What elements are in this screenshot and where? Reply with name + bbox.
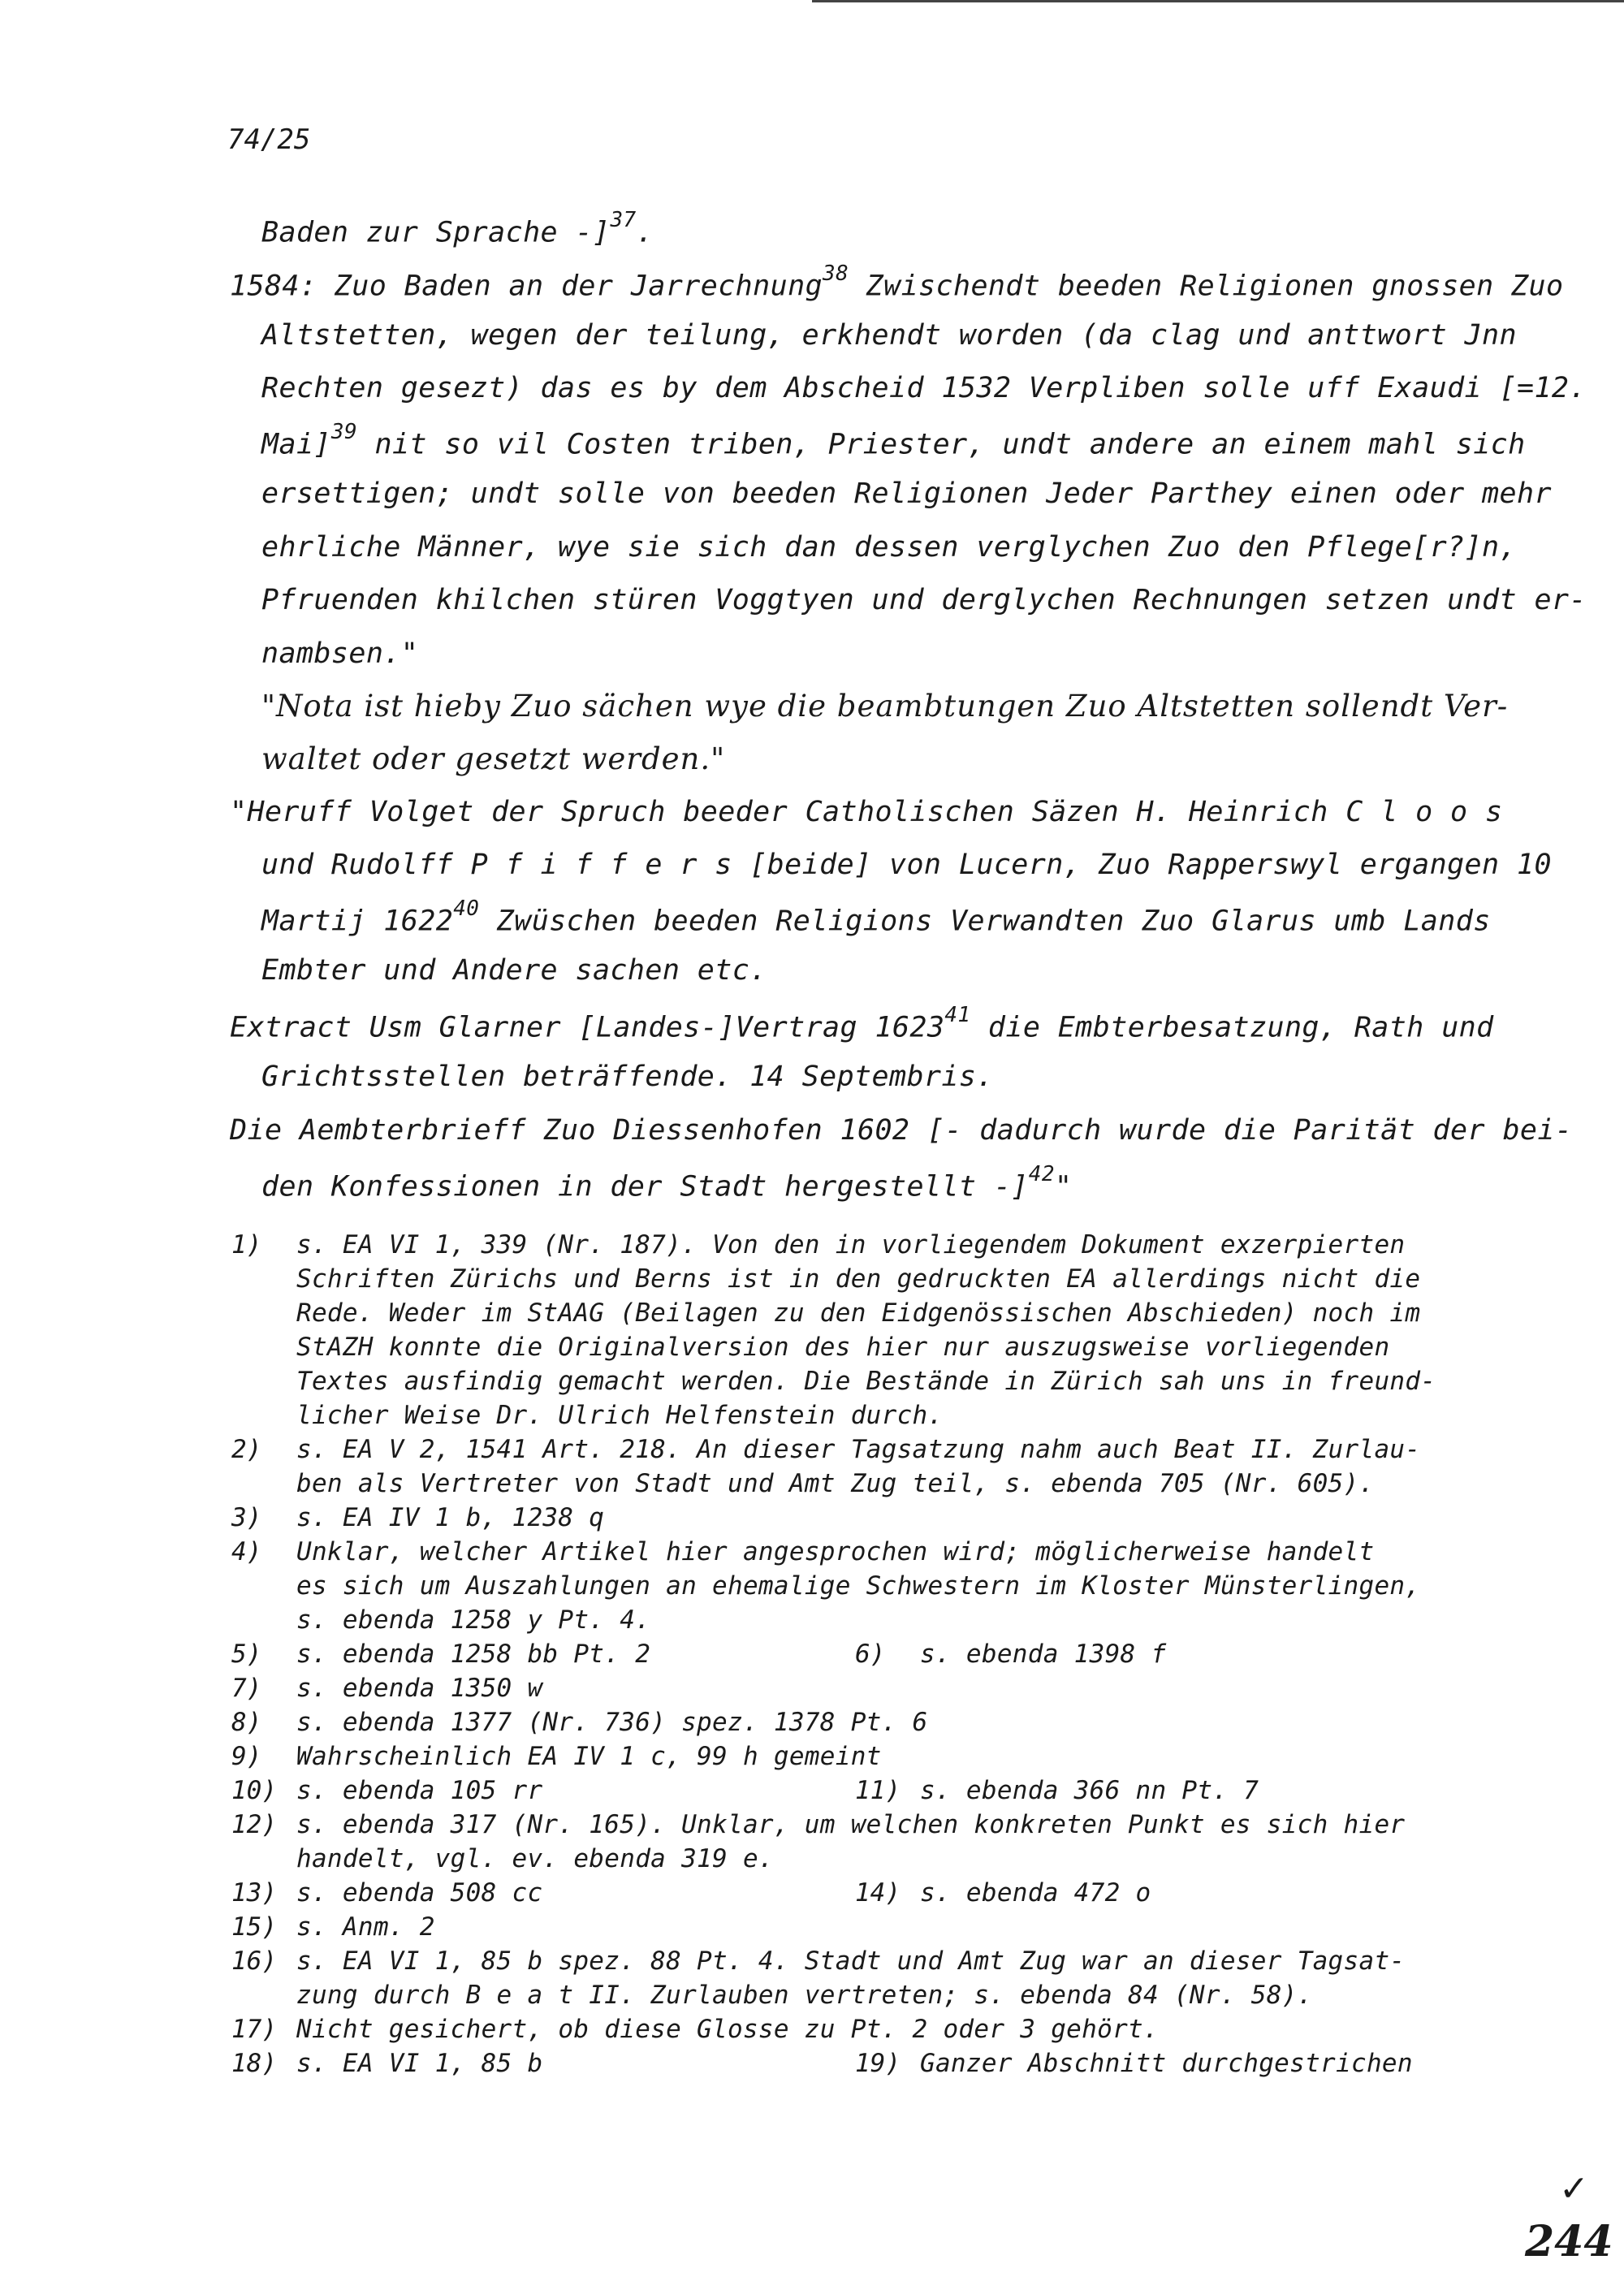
footnote-text: s. ebenda 1398 f bbox=[920, 1640, 1167, 1669]
footnote-number: 9) bbox=[231, 1742, 262, 1771]
footnote-text: s. ebenda 1258 bb Pt. 2 bbox=[296, 1640, 651, 1669]
footnote-ref: 38 bbox=[823, 261, 849, 286]
footnote-text: s. ebenda 1377 (Nr. 736) spez. 1378 Pt. 6 bbox=[296, 1708, 928, 1737]
footnote-text: Textes ausfindig gemacht werden. Die Bestände in Zürich sah uns in freund- bbox=[296, 1367, 1436, 1396]
main-line: 1584: Zuo Baden an der Jarrechnung$^{38}$ Zwischendt beeden Religionen gnossen Zuo bbox=[230, 261, 1564, 303]
footnote-text: s. ebenda 508 cc bbox=[296, 1878, 543, 1908]
page-number: 74/25 bbox=[227, 123, 311, 156]
footnote-text: s. Anm. 2 bbox=[296, 1912, 435, 1942]
main-line: "Heruff Volget der Spruch beeder Catholischen Säzen H. Heinrich C l o o s bbox=[230, 796, 1503, 828]
main-line: Mai]$^{39}$ nit so vil Costen triben, Priester, undt andere an einem mahl sich bbox=[261, 420, 1526, 461]
footnote-text: Unklar, welcher Artikel hier angesprochen wird; möglicherweise handelt bbox=[296, 1537, 1375, 1566]
footnote-text: s. EA IV 1 b, 1238 q bbox=[296, 1503, 605, 1532]
main-line: Altstetten, wegen der teilung, erkhendt worden (da clag und anttwort Jnn bbox=[261, 319, 1517, 352]
footnote-number: 8) bbox=[231, 1708, 262, 1737]
footnote-number: 13) bbox=[231, 1878, 277, 1908]
footnote-text: StAZH konnte die Originalversion des hier nur auszugsweise vorliegenden bbox=[296, 1333, 1390, 1362]
footnote-text: s. ebenda 105 rr bbox=[296, 1776, 543, 1805]
footnote-ref: 42 bbox=[1028, 1162, 1055, 1186]
footnote-number: 7) bbox=[231, 1674, 262, 1703]
handwritten-line: waltet oder gesetzt werden." bbox=[261, 741, 726, 776]
top-border-line bbox=[812, 0, 1624, 2]
check-mark-icon: ✓ bbox=[1559, 2168, 1589, 2210]
main-line: Pfruenden khilchen stüren Voggtyen und derglychen Rechnungen setzen undt er- bbox=[261, 584, 1587, 616]
footnote-number: 11) bbox=[855, 1776, 901, 1805]
footnote-text: s. EA VI 1, 85 b bbox=[296, 2049, 543, 2078]
footnote-text: s. EA V 2, 1541 Art. 218. An dieser Tagsatzung nahm auch Beat II. Zurlau- bbox=[296, 1435, 1421, 1464]
footnote-text: s. ebenda 366 nn Pt. 7 bbox=[920, 1776, 1259, 1805]
footnote-number: 3) bbox=[231, 1503, 262, 1532]
main-line: Rechten gesezt) das es by dem Abscheid 1532 Verpliben solle uff Exaudi [=12. bbox=[261, 372, 1587, 404]
main-line: Die Aembterbrieff Zuo Diessenhofen 1602 [- dadurch wurde die Parität der bei- bbox=[230, 1114, 1573, 1147]
footnote-ref: 37 bbox=[610, 208, 637, 232]
footnote-ref: 40 bbox=[453, 897, 480, 921]
footnote-number: 17) bbox=[231, 2015, 277, 2044]
footnote-number: 15) bbox=[231, 1912, 277, 1942]
footnote-text: ben als Vertreter von Stadt und Amt Zug teil, s. ebenda 705 (Nr. 605). bbox=[296, 1469, 1375, 1498]
footnote-text: Wahrscheinlich EA IV 1 c, 99 h gemeint bbox=[296, 1742, 882, 1771]
footnote-number: 10) bbox=[231, 1776, 277, 1805]
main-line: nambsen." bbox=[261, 637, 419, 670]
footnote-ref: 41 bbox=[944, 1003, 971, 1027]
folio-number: 244 bbox=[1525, 2217, 1613, 2266]
handwritten-line: "Nota ist hieby Zuo sächen wye die beambtungen Zuo Altstetten sollendt Ver- bbox=[261, 689, 1509, 724]
main-line: Extract Usm Glarner [Landes-]Vertrag 1623$^{41}$ die Embterbesatzung, Rath und bbox=[230, 1003, 1494, 1044]
footnote-text: Rede. Weder im StAAG (Beilagen zu den Eidgenössischen Abschieden) noch im bbox=[296, 1298, 1421, 1328]
footnote-text: s. EA VI 1, 85 b spez. 88 Pt. 4. Stadt und Amt Zug war an dieser Tagsat- bbox=[296, 1946, 1406, 1976]
footnote-number: 2) bbox=[231, 1435, 262, 1464]
footnote-number: 19) bbox=[855, 2049, 901, 2078]
footnote-text: s. EA VI 1, 339 (Nr. 187). Von den in vorliegendem Dokument exzerpierten bbox=[296, 1230, 1406, 1259]
footnote-number: 18) bbox=[231, 2049, 277, 2078]
footnote-text: s. ebenda 472 o bbox=[920, 1878, 1151, 1908]
footnote-text: licher Weise Dr. Ulrich Helfenstein durch. bbox=[296, 1401, 944, 1430]
footnote-text: handelt, vgl. ev. ebenda 319 e. bbox=[296, 1844, 774, 1873]
footnote-text: s. ebenda 1258 y Pt. 4. bbox=[296, 1605, 651, 1635]
footnote-number: 5) bbox=[231, 1640, 262, 1669]
footnote-number: 12) bbox=[231, 1810, 277, 1839]
footnote-number: 16) bbox=[231, 1946, 277, 1976]
footnote-text: s. ebenda 1350 w bbox=[296, 1674, 543, 1703]
footnote-text: zung durch B e a t II. Zurlauben vertreten; s. ebenda 84 (Nr. 58). bbox=[296, 1981, 1313, 2010]
footnote-text: Schriften Zürichs und Berns ist in den gedruckten EA allerdings nicht die bbox=[296, 1264, 1421, 1294]
footnote-text: s. ebenda 317 (Nr. 165). Unklar, um welchen konkreten Punkt es sich hier bbox=[296, 1810, 1406, 1839]
main-line: Baden zur Sprache -]$^{37}$. bbox=[261, 208, 654, 249]
footnote-number: 6) bbox=[855, 1640, 886, 1669]
main-line: Grichtsstellen beträffende. 14 Septembris. bbox=[261, 1061, 994, 1093]
main-line: Embter und Andere sachen etc. bbox=[261, 954, 767, 987]
footnote-text: Ganzer Abschnitt durchgestrichen bbox=[920, 2049, 1413, 2078]
footnote-ref: 39 bbox=[330, 420, 357, 444]
main-line: ersettigen; undt solle von beeden Religionen Jeder Parthey einen oder mehr bbox=[261, 477, 1552, 510]
footnote-number: 4) bbox=[231, 1537, 262, 1566]
main-line: den Konfessionen in der Stadt hergestellt -]$^{42}$" bbox=[261, 1162, 1073, 1203]
footnote-number: 14) bbox=[855, 1878, 901, 1908]
main-line: und Rudolff P f i f f e r s [beide] von Lucern, Zuo Rapperswyl ergangen 10 bbox=[261, 849, 1552, 881]
footnote-text: es sich um Auszahlungen an ehemalige Schwestern im Kloster Münsterlingen, bbox=[296, 1571, 1421, 1601]
footnote-text: Nicht gesichert, ob diese Glosse zu Pt. 2 oder 3 gehört. bbox=[296, 2015, 1159, 2044]
main-line: Martij 1622$^{40}$ Zwüschen beeden Religions Verwandten Zuo Glarus umb Lands bbox=[261, 897, 1491, 938]
main-line: ehrliche Männer, wye sie sich dan dessen verglychen Zuo den Pflege[r?]n, bbox=[261, 531, 1517, 564]
footnote-number: 1) bbox=[231, 1230, 262, 1259]
